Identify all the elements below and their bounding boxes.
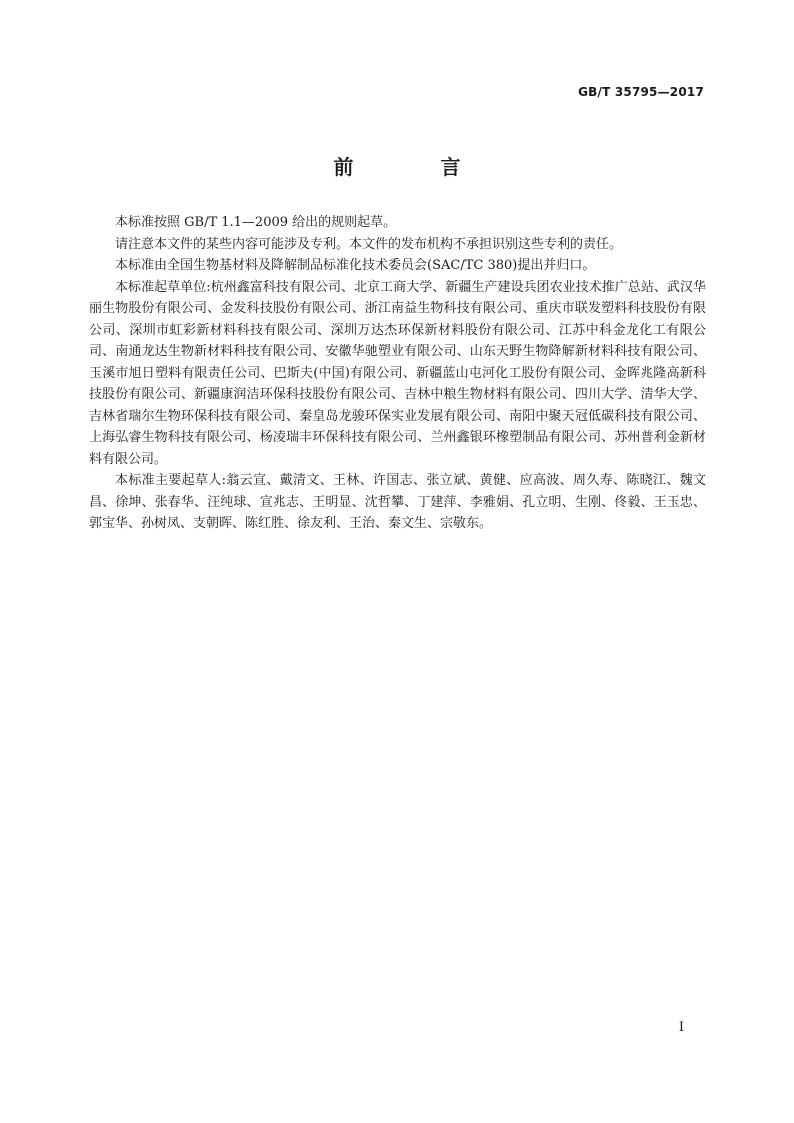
paragraph-drafting-units: 本标准起草单位:杭州鑫富科技有限公司、北京工商大学、新疆生产建设兵团农业技术推广总站、武汉华丽生物股份有限公司、金发科技股份有限公司、浙江南益生物科技有限公司、重庆市联发塑料科技股份有限公司、深圳市虹彩新材料科技有限公司、深圳万达杰环保新材料股份有限公司、江苏中科金龙化工有限公司、南通龙达生物新材料科技有限公司、安徽华驰塑业有限公司、山东天野生物降解新材料科技有限公司、玉溪市旭日塑料有限责任公司、巴斯夫(中国)有限公司、新疆蓝山屯河化工股份有限公司、金晖兆隆高新科技股份有限公司、新疆康润洁环保科技股份有限公司、吉林中粮生物材料有限公司、四川大学、清华大学、吉林省瑞尔生物环保科技有限公司、秦皇岛龙骏环保实业发展有限公司、南阳中聚天冠低碳科技有限公司、上海弘睿生物科技有限公司、杨凌瑞丰环保科技有限公司、兰州鑫银环橡塑制品有限公司、苏州普利金新材料有限公司。 (89, 279, 706, 467)
paragraph-drafters: 本标准主要起草人:翁云宣、戴清文、王林、许国志、张立斌、黄健、应高波、周久寿、陈晓江、魏文昌、徐坤、张春华、汪纯球、宣兆志、王明显、沈哲攀、丁建萍、李雅娟、孔立明、生刚、佟毅、王玉忠、郭宝华、孙树凤、支朝晖、陈红胜、徐友利、王治、秦文生、宗敬东。 (89, 473, 706, 531)
page-title: 前 言 (333, 155, 501, 179)
paragraph-patent-notice: 请注意本文件的某些内容可能涉及专利。本文件的发布机构不承担识别这些专利的责任。 (115, 236, 623, 252)
paragraph-proposer: 本标准由全国生物基材料及降解制品标准化技术委员会(SAC/TC 380)提出并归口。 (115, 258, 596, 273)
paragraph-drafting-rules: 本标准按照 GB/T 1.1—2009 给出的规则起草。 (115, 215, 397, 230)
standard-code: GB/T 35795—2017 (578, 85, 704, 99)
document-body (89, 212, 706, 535)
page-number: I (678, 1020, 684, 1035)
